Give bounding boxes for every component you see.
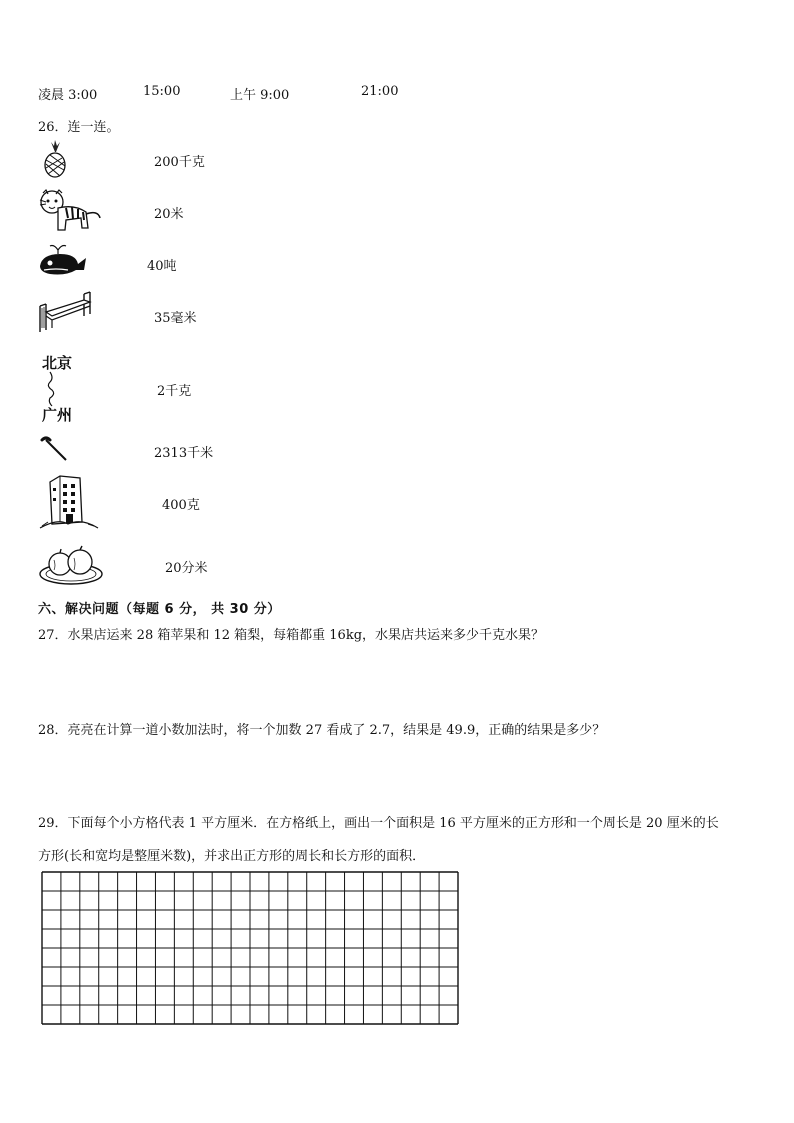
grid-paper[interactable] bbox=[42, 872, 458, 1024]
question-26-title: 26．连一连。 bbox=[38, 120, 120, 135]
time-label: 上午 9:00 bbox=[230, 88, 290, 103]
building-icon bbox=[38, 474, 100, 530]
unit-label: 40吨 bbox=[147, 259, 177, 274]
time-label: 15:00 bbox=[143, 84, 181, 99]
question-29-line1: 29．下面每个小方格代表 1 平方厘米．在方格纸上，画出一个面积是 16 平方厘米的正方形和一个周长是 20 厘米的长 bbox=[38, 816, 719, 831]
unit-label: 200千克 bbox=[154, 155, 205, 170]
unit-label: 400克 bbox=[162, 498, 200, 513]
time-label: 21:00 bbox=[361, 84, 399, 99]
whale-icon bbox=[36, 242, 88, 278]
bed-icon bbox=[38, 290, 92, 334]
map-city-top: 北京 bbox=[42, 354, 73, 372]
time-label: 凌晨 3:00 bbox=[38, 88, 98, 103]
pineapple-icon bbox=[40, 140, 70, 178]
nail-icon bbox=[40, 436, 70, 462]
unit-label: 20分米 bbox=[165, 561, 208, 576]
section-title: 六、解决问题（每题 6 分， 共 30 分） bbox=[38, 602, 281, 617]
unit-label: 20米 bbox=[154, 207, 184, 222]
map-route-icon bbox=[44, 372, 64, 406]
apples-plate-icon bbox=[38, 544, 104, 586]
unit-label: 2千克 bbox=[157, 384, 192, 399]
question-27: 27．水果店运来 28 箱苹果和 12 箱梨，每箱都重 16kg，水果店共运来多少千克水果？ bbox=[38, 628, 545, 643]
question-29-line2: 方形(长和宽均是整厘米数)，并求出正方形的周长和长方形的面积． bbox=[38, 849, 426, 864]
map-city-bottom: 广州 bbox=[42, 406, 73, 424]
unit-label: 2313千米 bbox=[154, 446, 214, 461]
tiger-icon bbox=[38, 188, 102, 234]
question-28: 28．亮亮在计算一道小数加法时，将一个加数 27 看成了 2.7，结果是 49.9，正确的结果是多少？ bbox=[38, 723, 606, 738]
unit-label: 35毫米 bbox=[154, 311, 197, 326]
